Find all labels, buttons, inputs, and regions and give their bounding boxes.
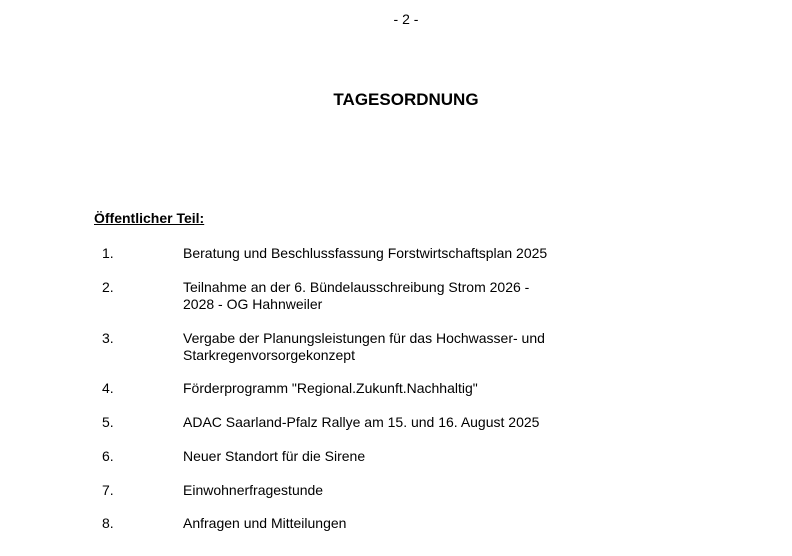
agenda-number: 8.	[102, 515, 114, 531]
agenda-text: ADAC Saarland-Pfalz Rallye am 15. und 16. August 2025	[183, 414, 540, 430]
agenda-number: 6.	[102, 448, 114, 464]
agenda-text: Förderprogramm "Regional.Zukunft.Nachhaltig"	[183, 380, 478, 396]
agenda-number: 2.	[102, 279, 114, 295]
agenda-text: Teilnahme an der 6. Bündelausschreibung Strom 2026 - 2028 - OG Hahnweiler	[183, 279, 530, 312]
page-number: - 2 -	[393, 11, 419, 27]
section-heading: Öffentlicher Teil:	[94, 210, 205, 226]
agenda-text: Anfragen und Mitteilungen	[183, 515, 347, 531]
agenda-text: Einwohnerfragestunde	[183, 482, 324, 498]
document-title: TAGESORDNUNG	[333, 90, 479, 109]
agenda-number: 3.	[102, 330, 114, 346]
agenda-number: 5.	[102, 414, 114, 430]
agenda-text: Neuer Standort für die Sirene	[183, 448, 366, 464]
agenda-number: 1.	[102, 245, 114, 261]
agenda-text: Beratung und Beschlussfassung Forstwirtschaftsplan 2025	[183, 245, 548, 261]
agenda-text: Vergabe der Planungsleistungen für das Hochwasser- und Starkregenvorsorgekonzept	[183, 330, 545, 363]
agenda-number: 7.	[102, 482, 114, 498]
agenda-number: 4.	[102, 380, 114, 396]
